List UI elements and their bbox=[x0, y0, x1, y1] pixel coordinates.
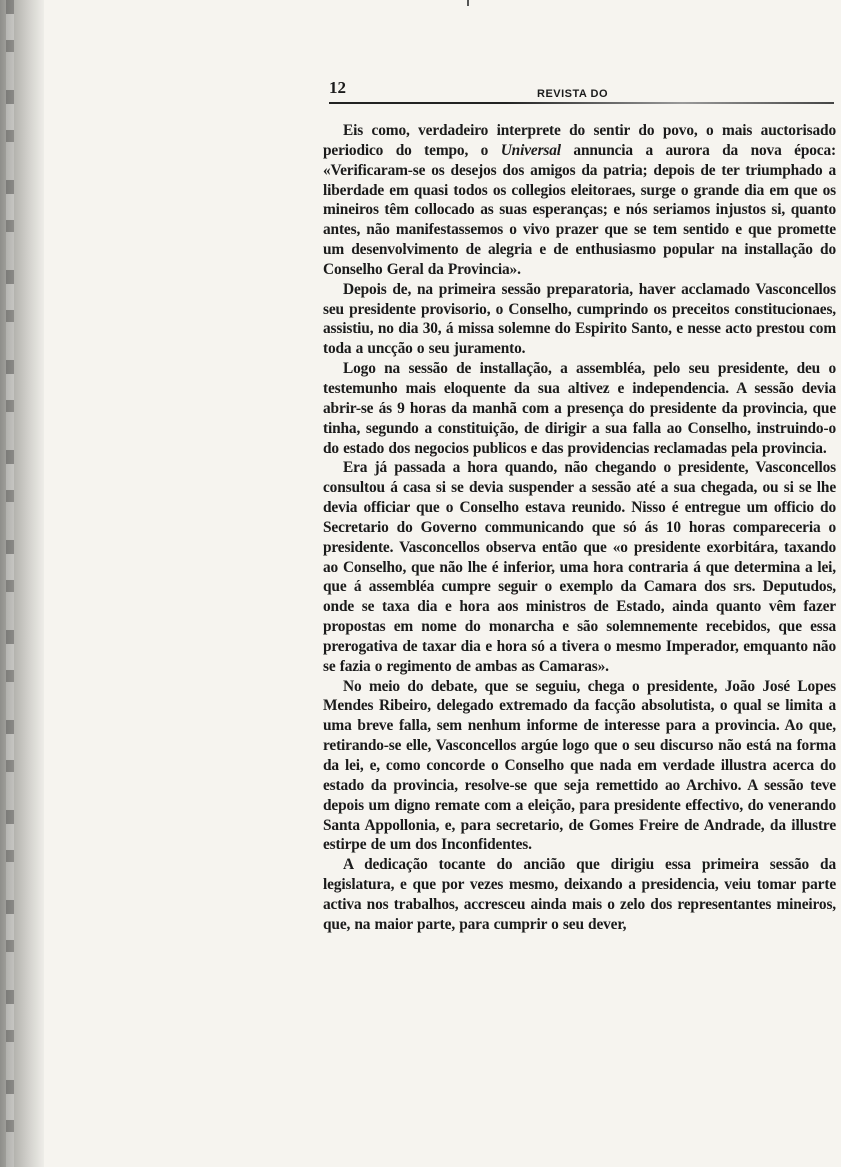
scan-mark bbox=[467, 0, 469, 6]
paragraph: No meio do debate, que se seguiu, chega o presidente, João José Lopes Mendes Ribeiro, delegado extremado da facção absolutista, o qual se limita a uma breve falla, sem nenhum informe de interesse para a provincia. Ao que, retirando-se elle, Vasconcellos argúe logo que o seu discurso não está na forma da lei, e, como concorde o Conselho que nada em verdade illustra acerca do estado da provincia, resolve-se que seja remettido ao Archivo. A sessão teve depois um digno remate com a eleição, para presidente effectivo, do venerando Santa Appollonia, e, para secretario, de Gomes Freire de Andrade, da illustre estirpe de um dos Inconfidentes. bbox=[323, 677, 836, 854]
body-text bbox=[323, 121, 836, 935]
paragraph: Era já passada a hora quando, não chegando o presidente, Vasconcellos consultou á casa si se devia suspender a sessão até a sua chegada, ou si se lhe devia officiar que o Conselho estava reunido. Nisso é entregue um officio do Secretario do Governo communicando que só ás 10 horas compareceria o presidente. Vasconcellos observa então que «o presidente exorbitára, taxando ao Conselho, que não lhe é inferior, uma hora contraria á que determina a lei, que á assembléa cumpre seguir o exemplo da Camara dos srs. Deputudos, onde se taxa dia e hora aos ministros de Estado, ainda quanto vêm fazer propostas em nome do monarcha e são solemnemente recebidos, que essa prerogativa de taxar dia e hora só a tivera o mesmo Imperador, emquanto não se fazia o regimento de ambas as Camaras». bbox=[323, 459, 836, 675]
newspaper-title: Universal bbox=[500, 141, 561, 159]
paragraph: Eis como, verdadeiro interprete do sentir do povo, o mais auctorisado periodico do tempo, o Universal annuncia a aurora da nova época: «Verificaram-se os desejos dos amigos da patria; depois de ter triumphado a liberdade em quasi todos os collegios eleitoraes, surge o grande dia em que os mineiros têm collocado as suas esperanças; e nós seriamos injustos si, quanto antes, não manifestassemos o vivo prazer que se tem sentido e que promette um desenvolvimento de alegria e de enthusiasmo popular na installação do Conselho Geral da Provincia». bbox=[323, 122, 836, 278]
page-binding-edge bbox=[0, 0, 44, 1167]
page-header bbox=[329, 78, 837, 108]
paragraph: Depois de, na primeira sessão preparatoria, haver acclamado Vasconcellos seu presidente provisorio, o Conselho, cumprindo os preceitos constitucionaes, assistiu, no dia 30, á missa solemne do Espirito Santo, e nesse acto prestou com toda a uncção o seu juramento. bbox=[323, 280, 836, 358]
header-rule bbox=[329, 102, 834, 104]
running-title: REVISTA DO bbox=[537, 88, 609, 100]
paragraph: Logo na sessão de installação, a assembléa, pelo seu presidente, deu o testemunho mais eloquente da sua altivez e independencia. A sessão devia abrir-se ás 9 horas da manhã com a presença do presidente da provincia, que tinha, segundo a constituição, de dirigir a sua falla ao Conselho, instruindo-o do estado dos negocios publicos e das providencias reclamadas pela provincia. bbox=[323, 360, 836, 457]
paragraph: A dedicação tocante do ancião que dirigiu essa primeira sessão da legislatura, e que por vezes mesmo, deixando a presidencia, veiu tomar parte activa nos trabalhos, accresceu ainda mais o zelo dos representantes mineiros, que, na maior parte, para cumprir o seu dever, bbox=[323, 856, 836, 933]
page-number: 12 bbox=[329, 78, 346, 97]
